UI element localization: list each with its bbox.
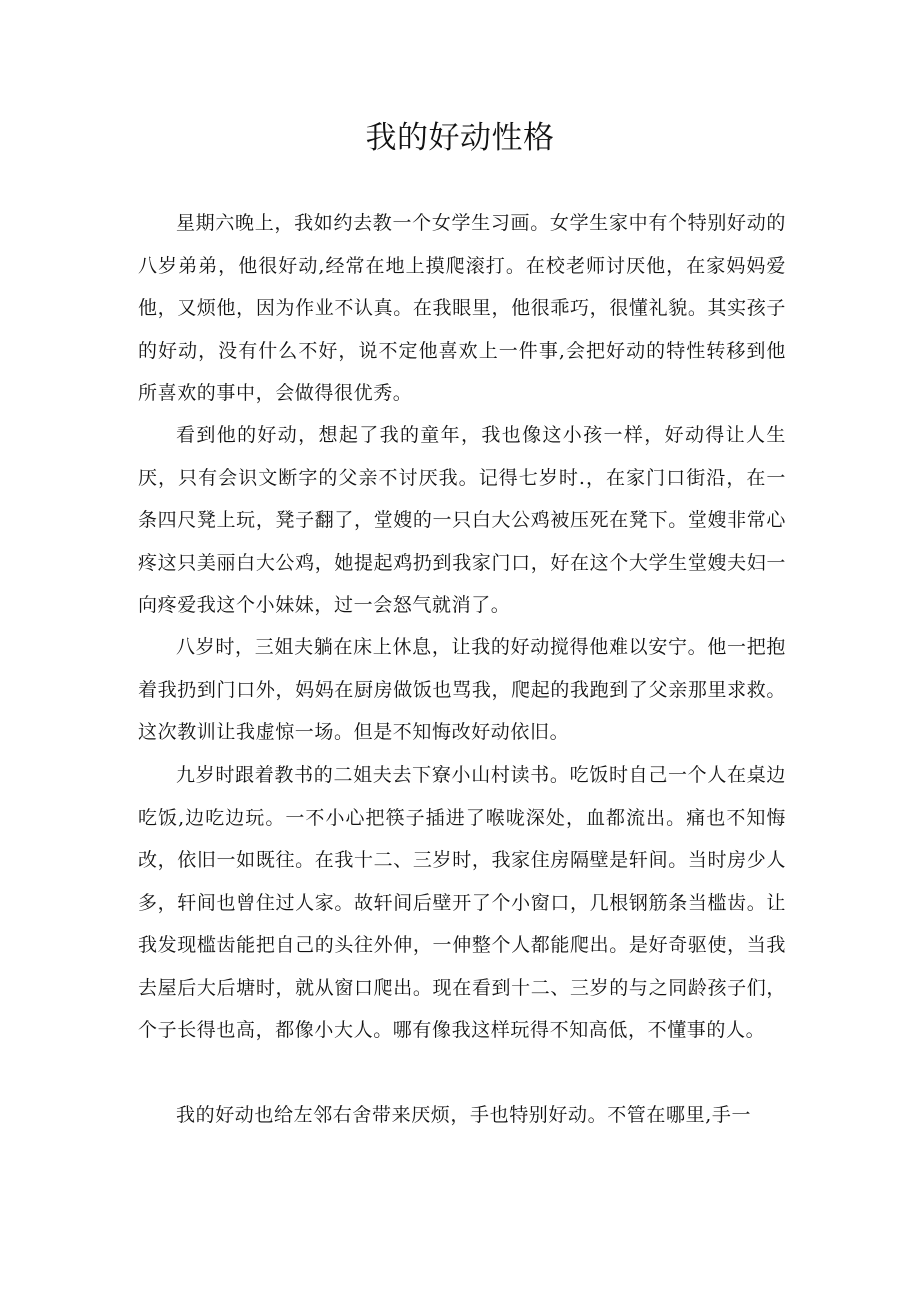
- paragraph-4: 九岁时跟着教书的二姐夫去下寮小山村读书。吃饭时自己一个人在桌边吃饭,边吃边玩。一不小心把筷子插进了喉咙深处，血都流出。痛也不知悔改，依旧一如既往。在我十二、三岁时，我家住房隔壁是轩间。当时房少人多，轩间也曾住过人家。故轩间后壁开了个小窗口，几根钢筋条当槛齿。让我发现槛齿能把自己的头往外伸，一伸整个人都能爬出。是好奇驱使，当我去屋后大后塘时，就从窗口爬出。现在看到十二、三岁的与之同龄孩子们，个子长得也高，都像小大人。哪有像我这样玩得不知高低，不懂事的人。: [138, 764, 786, 1041]
- page-title: 我的好动性格: [365, 120, 555, 156]
- paragraph-1: 星期六晚上，我如约去教一个女学生习画。女学生家中有个特别好动的八岁弟弟，他很好动,经常在地上摸爬滚打。在校老师讨厌他，在家妈妈爱他，又烦他，因为作业不认真。在我眼里，他很乖巧，很懂礼貌。其实孩子的好动，没有什么不好，说不定他喜欢上一件事,会把好动的特性转移到他所喜欢的事中，会做得很优秀。: [138, 212, 786, 404]
- paragraph-5: 我的好动也给左邻右舍带来厌烦，手也特别好动。不管在哪里,手一: [176, 1104, 752, 1126]
- paragraph-3: 八岁时，三姐夫躺在床上休息，让我的好动搅得他难以安宁。他一把抱着我扔到门口外，妈妈在厨房做饭也骂我，爬起的我跑到了父亲那里求救。这次教训让我虚惊一场。但是不知悔改好动依旧。: [138, 636, 786, 743]
- paragraph-2: 看到他的好动，想起了我的童年，我也像这小孩一样，好动得让人生厌，只有会识文断字的父亲不讨厌我。记得七岁时.，在家门口街沿，在一条四尺凳上玩，凳子翻了，堂嫂的一只白大公鸡被压死在凳下。堂嫂非常心疼这只美丽白大公鸡，她提起鸡扔到我家门口，好在这个大学生堂嫂夫妇一向疼爱我这个小妹妹，过一会怒气就消了。: [138, 424, 786, 616]
- article-body: [138, 202, 786, 1136]
